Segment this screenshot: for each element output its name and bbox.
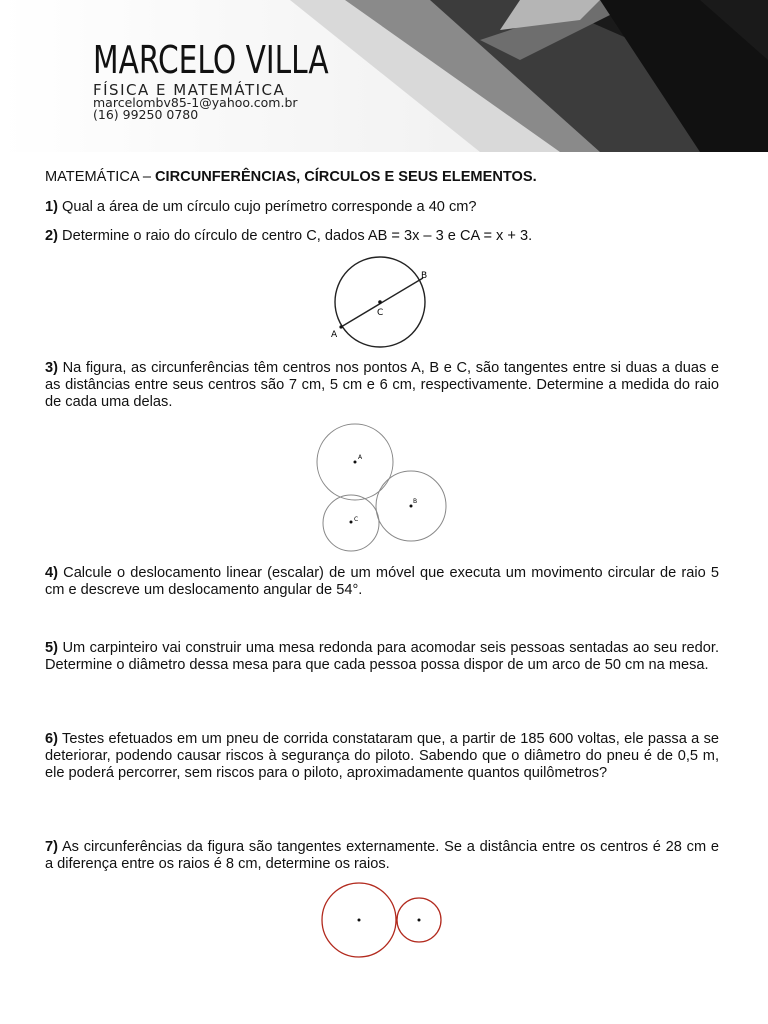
figure-tangent-circles [315,880,450,960]
diameter-line [341,278,423,327]
question-3 [45,360,719,411]
label-b: B [421,271,428,281]
small-center [418,919,421,922]
question-text: Qual a área de um círculo cujo perímetro corresponde a 40 cm? [57,199,477,215]
figure-circle-diameter [325,255,435,350]
page-title [45,169,719,186]
question-text: Determine o raio do círculo de centro C, dados AB = 3x – 3 e CA = x + 3. [57,228,533,244]
title-bold: CIRCUNFERÊNCIAS, CÍRCULOS E SEUS ELEMENTOS. [155,169,537,185]
center-point [378,300,382,304]
question-text: As circunferências da figura são tangentes externamente. Se a distância entre os centros é 28 cm e a diferença entre os raios é 8 cm, determine os raios. [45,839,719,872]
label-b: B [413,498,418,505]
question-6 [45,731,719,782]
question-number: 5) [45,640,58,656]
question-number: 2) [45,228,58,244]
label-c: C [377,308,384,318]
center-c [350,521,353,524]
label-a: A [358,454,363,461]
question-4 [45,565,719,599]
question-number: 4) [45,565,58,581]
center-a [354,461,357,464]
question-number: 6) [45,731,58,747]
header-brand [93,40,395,121]
brand-name: MARCELO VILLA [93,38,329,82]
large-center [358,919,361,922]
point-a [339,325,342,328]
label-a: A [331,330,338,340]
label-c: C [354,516,359,523]
question-text: Um carpinteiro vai construir uma mesa redonda para acomodar seis pessoas sentadas ao seu redor. Determine o diâmetro dessa mesa para que cada pessoa possa dispor de um arco de 50 cm na mesa. [45,640,719,673]
figure-three-circles [310,420,455,555]
brand-email: marcelombv85-1@yahoo.com.br [93,95,298,110]
question-number: 7) [45,839,58,855]
brand-phone: (16) 99250 0780 [93,107,199,122]
question-number: 3) [45,360,58,376]
question-number: 1) [45,199,58,215]
question-1 [45,199,719,216]
brand-subtitle: FÍSICA E MATEMÁTICA [93,81,286,99]
question-7 [45,839,719,873]
question-text: Na figura, as circunferências têm centros nos pontos A, B e C, são tangentes entre si duas a duas e as distâncias entre seus centros são 7 cm, 5 cm e 6 cm, respectivamente. Determine a medida do raio de cada uma delas. [45,360,719,410]
title-prefix: MATEMÁTICA – [45,169,156,185]
question-2 [45,228,719,245]
question-text: Testes efetuados em um pneu de corrida constataram que, a partir de 185 600 voltas, ele passa a se deteriorar, podendo causar riscos à segurança do piloto. Sabendo que o diâmetro do pneu é de 0,5 m, ele poderá percorrer, sem riscos para o piloto, aproximadamente quantos quilômetros? [45,731,719,781]
question-5 [45,640,719,674]
question-text: Calcule o deslocamento linear (escalar) de um móvel que executa um movimento circular de raio 5 cm e descreve um deslocamento angular de 54°. [45,565,719,598]
